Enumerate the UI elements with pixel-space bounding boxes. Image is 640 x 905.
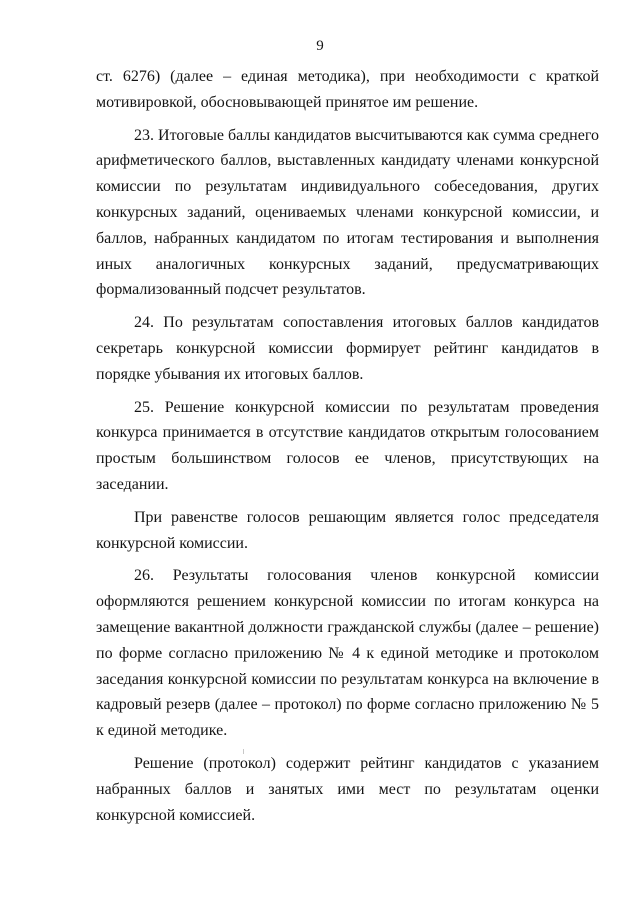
paragraph-item-26: 26. Результаты голосования членов конкурсной комиссии оформляются решением конкурсной комиссии по итогам конкурса на замещение вакантной должности гражданской службы (далее – решение) по форме согласно приложению № 4 к единой методике и протоколом заседания конкурсной комиссии по результатам конкурса на включение в кадровый резерв (далее – протокол) по форме согласно приложению № 5 к единой методике. <box>96 567 599 740</box>
paragraph-item-25: 25. Решение конкурсной комиссии по результатам проведения конкурса принимается в отсутствие кандидатов открытым голосованием простым большинством голосов ее членов, присутствующих на заседании. <box>96 398 599 493</box>
paragraph-rating: Решение (протокол) содержит рейтинг кандидатов с указанием набранных баллов и занятых ими мест по результатам оценки конкурсной комиссией. <box>96 754 599 824</box>
paragraph-item-23: 23. Итоговые баллы кандидатов высчитываются как сумма среднего арифметического баллов, выставленных кандидату членами конкурсной комиссии по результатам индивидуального собеседования, других конкурсных заданий, оцениваемых членами конкурсной комиссии, и баллов, набранных кандидатом по итогам тестирования и выполнения иных аналогичных конкурсных заданий, предусматривающих формализованный подсчет результатов. <box>96 126 599 299</box>
paragraph-continuation: ст. 6276) (далее – единая методика), при необходимости с краткой мотивировкой, обосновывающей принятое им решение. <box>96 68 599 111</box>
paragraph-tie-vote: При равенстве голосов решающим является голос председателя конкурсной комиссии. <box>96 508 599 552</box>
scan-mark <box>243 749 244 754</box>
document-body <box>96 64 599 835</box>
page-number: 9 <box>316 38 324 54</box>
paragraph-item-24: 24. По результатам сопоставления итоговых баллов кандидатов секретарь конкурсной комиссии формирует рейтинг кандидатов в порядке убывания их итоговых баллов. <box>96 314 599 383</box>
